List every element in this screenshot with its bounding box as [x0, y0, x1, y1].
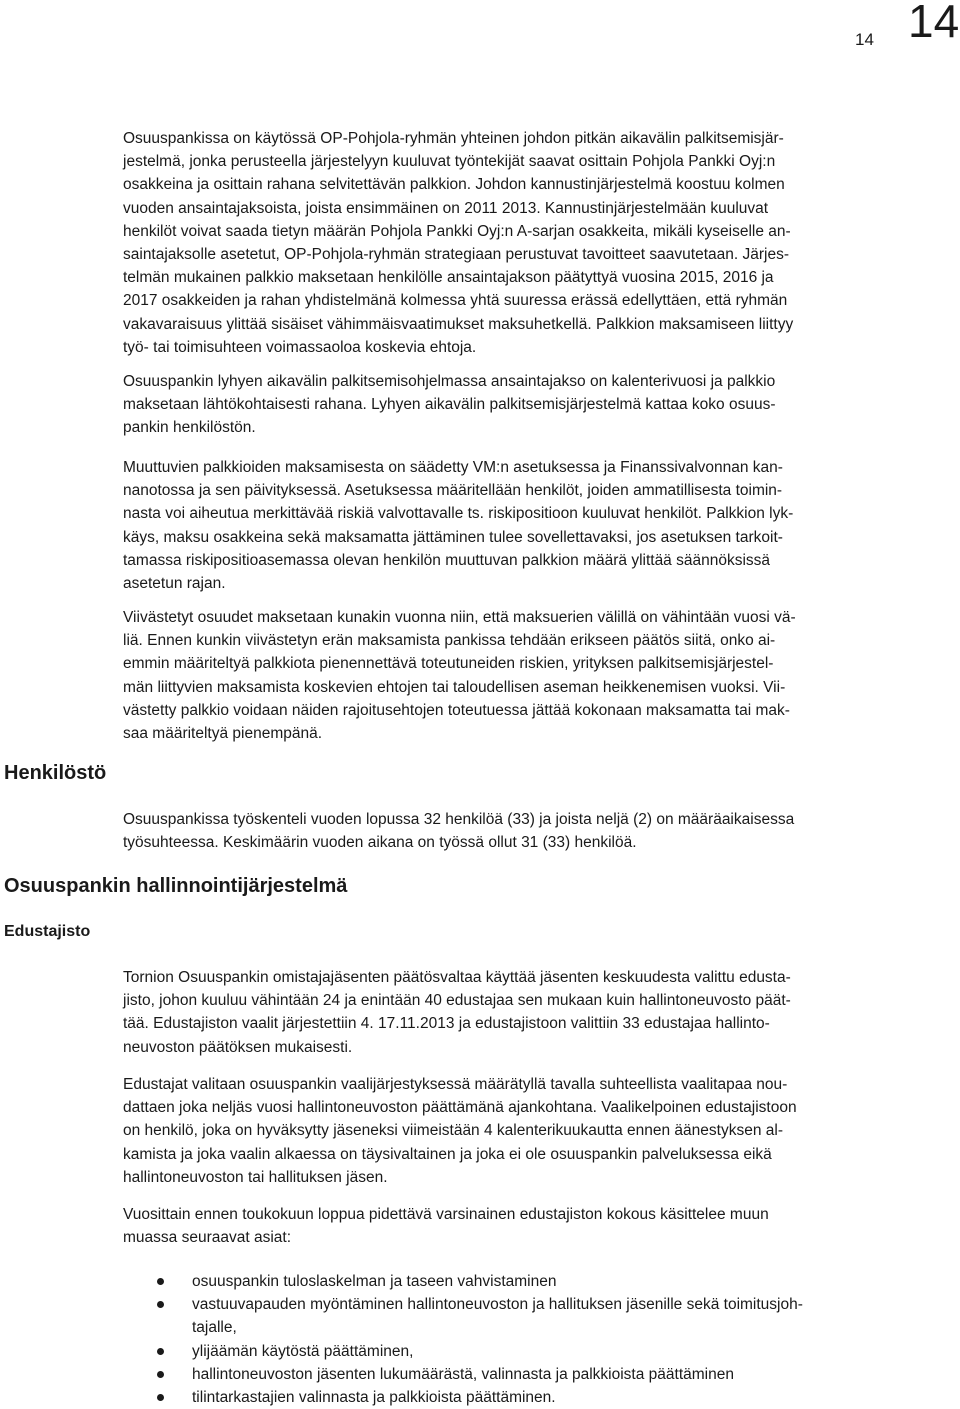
text-line: telmän mukainen palkkio maksetaan henkilölle ansaintajakson päätyttyä vuosina 2015, 2016 ja	[123, 269, 774, 287]
text-line: pankin henkilöstön.	[123, 419, 256, 437]
text-line: saintajaksolle asetetut, OP-Pohjola-ryhmän strategiaan perustuvat tavoitteet saavutetaan. Järjes-	[123, 246, 790, 264]
text-line: jisto, johon kuuluu vähintään 24 ja enintään 40 edustajaa sen mukaan kuin hallintoneuvosto päät-	[123, 992, 791, 1010]
text-line: tamassa riskipositioasemassa olevan henkilön muuttuvan palkkion määrä ylittää säännöksissä	[123, 551, 771, 569]
bullet-icon	[157, 1348, 164, 1355]
text-line: on henkilö, joka on hyväksytty jäseneksi viimeistään 4 kalenterikuukautta ennen äänestyksen al-	[123, 1122, 783, 1140]
text-line: saa määriteltyä pienempänä.	[123, 725, 323, 743]
list-item-text: tilintarkastajien valinnasta ja palkkioista päättäminen.	[192, 1389, 556, 1407]
text-line: emmin määriteltyä palkkiota pienennettävä toteutuneiden riskien, yrityksen palkitsemisjärjestel-	[123, 655, 774, 673]
bullet-icon	[157, 1301, 164, 1308]
text-line: hallintoneuvoston tai hallituksen jäsen.	[123, 1168, 388, 1186]
paragraph-incentive-short-term	[123, 370, 943, 440]
list-item-text: ylijäämän käytöstä päättäminen,	[192, 1342, 414, 1360]
text-line: muassa seuraavat asiat:	[123, 1229, 292, 1247]
list-item-text: hallintoneuvoston jäsenten lukumäärästä, valinnasta ja palkkioista päättäminen	[192, 1365, 734, 1383]
text-line: Osuuspankissa työskenteli vuoden lopussa 32 henkilöä (33) ja joista neljä (2) on määräaikaisessa	[123, 811, 795, 828]
text-line: asetetun rajan.	[123, 575, 226, 593]
text-line: Edustajat valitaan osuuspankin vaalijärjestyksessä määrätyllä tavalla suhteellista vaalitapaa nou-	[123, 1076, 788, 1093]
text-line: dattaen joka neljäs vuosi hallintoneuvoston päättämänä ajankohtana. Vaalikelpoinen edustajistoon	[123, 1099, 797, 1117]
list-item-text: tajalle,	[192, 1319, 237, 1337]
text-line: liä. Ennen kunkin viivästetyn erän maksamista pankissa tehdään erikseen päätös siitä, onko ai-	[123, 632, 776, 650]
text-line: työsuhteessa. Keskimäärin vuoden aikana on työssä ollut 31 (33) henkilöä.	[123, 834, 637, 852]
text-line: tää. Edustajiston vaalit järjestettiin 4. 17.11.2013 ja edustajistoon valittiin 33 edustajaa hallinto-	[123, 1015, 770, 1033]
text-line: osakkeina ja osittain rahana selvitettävän palkkion. Johdon kannustinjärjestelmä koostuu kolmen	[123, 176, 785, 194]
list-item	[123, 1293, 943, 1339]
list-item	[123, 1363, 943, 1386]
paragraph-election-rules	[123, 1073, 943, 1189]
text-line: Osuuspankissa on käytössä OP-Pohjola-ryhmän yhteinen johdon pitkän aikavälin palkitsemisjär-	[123, 130, 784, 147]
paragraph-incentive-long-term	[123, 127, 943, 359]
bullet-icon	[157, 1278, 164, 1285]
section-heading-edustajisto: Edustajisto	[4, 923, 91, 940]
text-line: 2017 osakkeiden ja rahan yhdistelmänä kolmessa yhtä suuressa erässä edellyttäen, että ryhmän	[123, 292, 788, 310]
paragraph-personnel	[123, 808, 943, 854]
text-line: nasta voi aiheutua merkittävää riskiä valvottavalle ts. riskipositioon kuuluvat henkilöt. Palkkion lyk-	[123, 505, 794, 523]
text-line: vuoden ansaintajaksoista, joista ensimmäinen on 2011 2013. Kannustinjärjestelmään kuuluvat	[123, 199, 769, 217]
text-line: Vuosittain ennen toukokuun loppua pidettävä varsinainen edustajiston kokous käsittelee muun	[123, 1206, 769, 1223]
page-number-large: 14	[908, 0, 960, 47]
list-item-text: osuuspankin tuloslaskelman ja taseen vahvistaminen	[192, 1273, 557, 1290]
meeting-agenda-list	[123, 1270, 943, 1409]
paragraph-variable-pay-regulation	[123, 456, 943, 595]
text-line: Viivästetyt osuudet maksetaan kunakin vuonna niin, että maksuerien välillä on vähintään vuosi vä-	[123, 609, 796, 626]
text-line: västetty palkkio voidaan näiden rajoitusehtojen toteutuessa jättää kokonaan maksamatta tai mak-	[123, 701, 790, 719]
text-line: henkilöt voivat saada tietyn määrän Pohjola Pankki Oyj:n A-sarjan osakkeita, mikäli kyseiselle an-	[123, 222, 791, 240]
list-item	[123, 1386, 943, 1409]
section-heading-governance: Osuuspankin hallinnointijärjestelmä	[4, 875, 348, 897]
paragraph-annual-meeting	[123, 1203, 943, 1249]
text-line: työ- tai toimisuhteen voimassaoloa koskevia ehtoja.	[123, 338, 477, 356]
text-line: Muuttuvien palkkioiden maksamisesta on säädetty VM:n asetuksessa ja Finanssivalvonnan kan-	[123, 459, 783, 476]
text-line: neuvoston päätöksen mukaisesti.	[123, 1038, 353, 1056]
text-line: jestelmä, jonka perusteella järjestelyyn kuuluvat työntekijät saavat osittain Pohjola Pankki Oyj:n	[123, 153, 776, 171]
text-line: maksetaan lähtökohtaisesti rahana. Lyhyen aikavälin palkitsemisjärjestelmä kattaa koko osuus-	[123, 396, 776, 414]
list-item	[123, 1270, 943, 1293]
text-line: vakavaraisuus ylittää sisäiset vähimmäisvaatimukset maksuhetkellä. Palkkion maksamiseen liittyy	[123, 315, 794, 333]
text-line: käys, maksu osakkeina sekä maksamatta jättäminen tulee sovellettavaksi, jos asetuksen tarkoit-	[123, 528, 783, 546]
text-line: nanotossa ja sen päivityksessä. Asetuksessa määritellään henkilöt, joiden ammatillisesta toimin-	[123, 482, 783, 500]
bullet-icon	[157, 1394, 164, 1401]
paragraph-representatives	[123, 966, 943, 1059]
section-heading-henkilosto: Henkilöstö	[4, 762, 107, 784]
text-line: Tornion Osuuspankin omistajajäsenten päätösvaltaa käyttää jäsenten keskuudesta valittu edusta-	[123, 969, 791, 986]
paragraph-deferred-payments	[123, 606, 943, 745]
page-number-small: 14	[855, 30, 874, 49]
text-line: kamista ja joka vaalin alkaessa on täysivaltainen ja joka ei ole osuuspankin palveluksessa eikä	[123, 1145, 772, 1163]
bullet-icon	[157, 1371, 164, 1378]
list-item	[123, 1340, 943, 1363]
text-line: män liittyvien maksamista koskevien ehtojen tai taloudellisen aseman heikkenemisen vuoksi. Vii-	[123, 678, 786, 696]
text-line: Osuuspankin lyhyen aikavälin palkitsemisohjelmassa ansaintajakso on kalenterivuosi ja palkkio	[123, 373, 776, 390]
list-item-text: vastuuvapauden myöntäminen hallintoneuvoston ja hallituksen jäsenille sekä toimitusjoh-	[192, 1296, 803, 1314]
